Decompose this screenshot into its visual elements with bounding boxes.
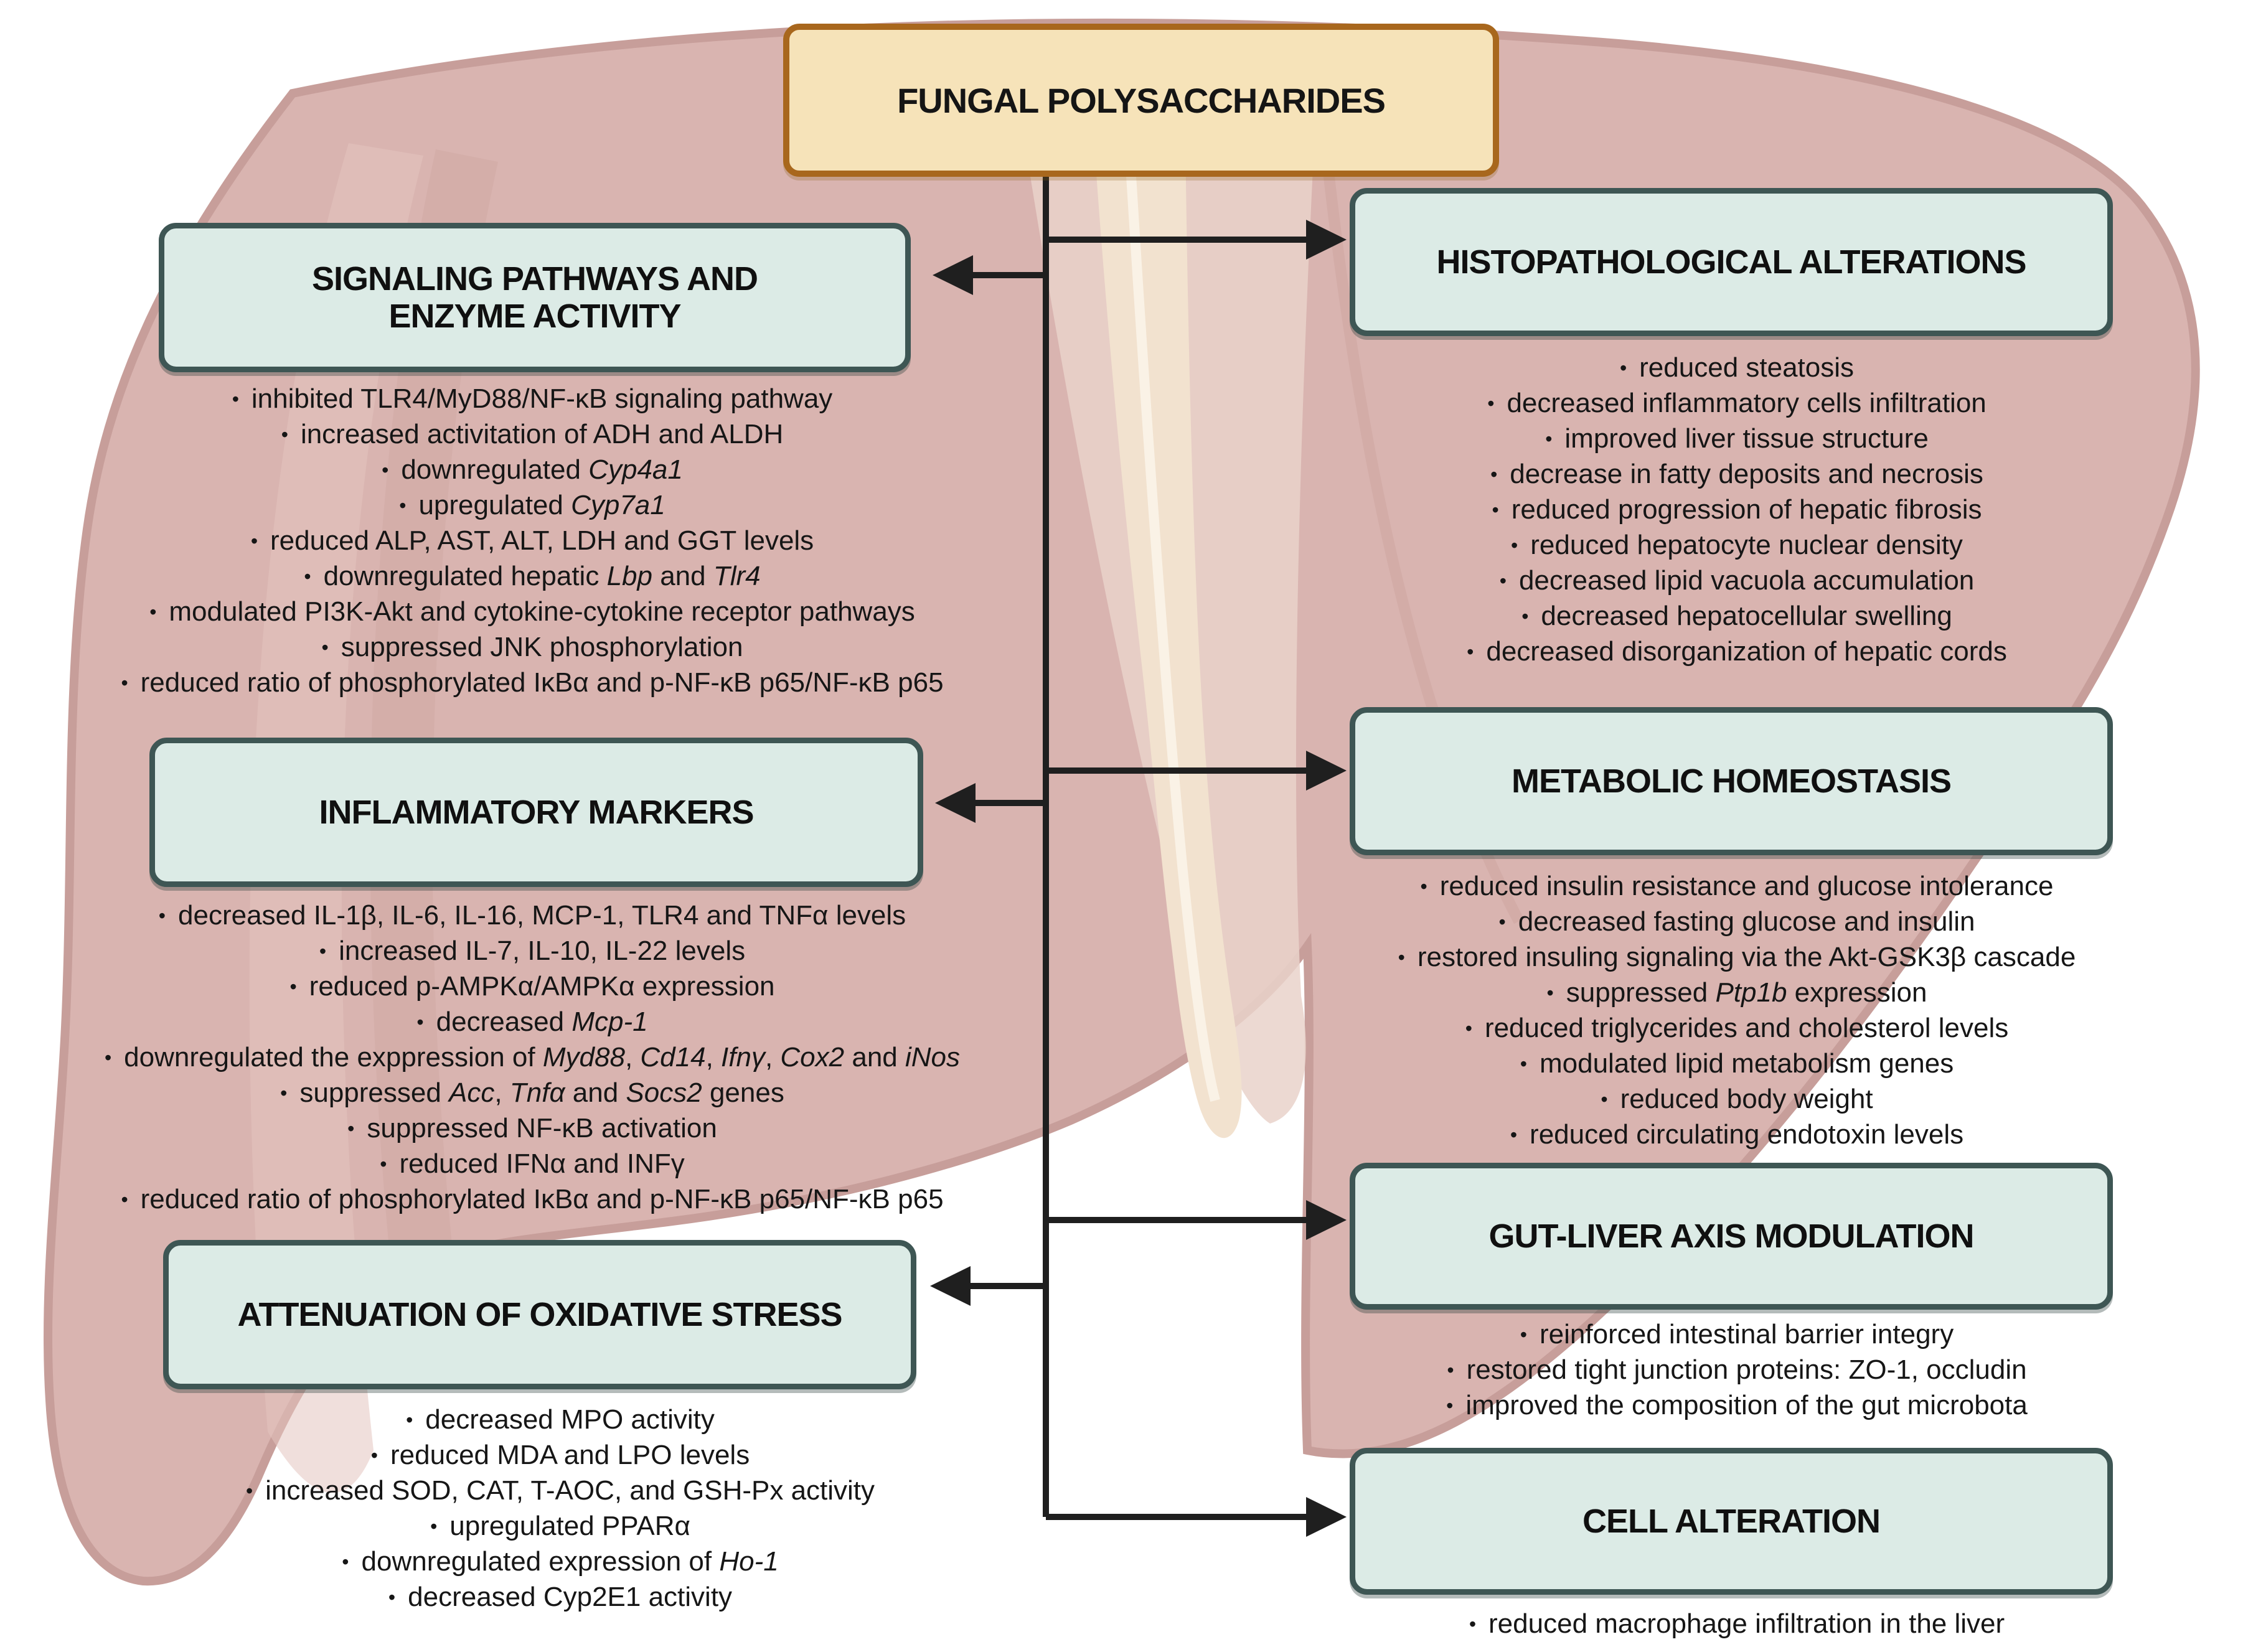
title-box [783, 24, 1499, 177]
bullet-dot-icon: • [1601, 1088, 1608, 1110]
arrowhead-histopathological [1306, 220, 1347, 260]
bullet-dot-icon: • [416, 1011, 424, 1033]
section-box-inflammatory [149, 738, 923, 887]
bullet-item: • suppressed Ptp1b expression [1546, 977, 1927, 1008]
bullet-item: • upregulated Cyp7a1 [399, 489, 665, 520]
bullet-list-gutliver [1301, 1316, 2173, 1423]
bullet-item: • downregulated expression of Ho-1 [342, 1546, 779, 1577]
bullet-dot-icon: • [245, 1480, 253, 1502]
bullet-item: • decreased hepatocellular swelling [1521, 600, 1952, 631]
bullet-list-signaling [25, 381, 1040, 700]
bullet-dot-icon: • [1511, 534, 1518, 556]
section-heading: INFLAMMATORY MARKERS [319, 793, 754, 831]
section-heading: ATTENUATION OF OXIDATIVE STRESS [237, 1295, 842, 1333]
arrowhead-inflammatory [935, 783, 976, 823]
bullet-item: • restored insuling signaling via the Akt-GSK3β cascade [1398, 941, 2076, 972]
bullet-list-cell [1301, 1606, 2173, 1641]
bullet-item: • improved liver tissue structure [1545, 423, 1929, 454]
bullet-item: • downregulated Cyp4a1 [382, 454, 683, 485]
arrowhead-cell [1306, 1497, 1347, 1537]
section-box-histopathological [1350, 188, 2113, 336]
bullet-dot-icon: • [1469, 1613, 1477, 1635]
bullet-dot-icon: • [1446, 1394, 1454, 1417]
bullet-dot-icon: • [1510, 1124, 1518, 1146]
bullet-item: • decreased MPO activity [406, 1404, 715, 1435]
bullet-item: • modulated PI3K-Akt and cytokine-cytokine receptor pathways [149, 596, 915, 627]
bullet-item: • modulated lipid metabolism genes [1520, 1048, 1954, 1079]
arrowhead-metabolic [1306, 751, 1347, 791]
bullet-dot-icon: • [406, 1409, 413, 1431]
section-heading: METABOLIC HOMEOSTASIS [1512, 762, 1951, 800]
bullet-dot-icon: • [304, 565, 311, 588]
bullet-item: • decreased Mcp-1 [416, 1006, 648, 1037]
section-heading: GUT-LIVER AXIS MODULATION [1488, 1217, 1974, 1255]
bullet-item: • decreased IL-1β, IL-6, IL-16, MCP-1, TLR4 and TNFα levels [158, 899, 906, 931]
bullet-item: • reinforced intestinal barrier integry [1520, 1318, 1954, 1349]
bullet-list-inflammatory [19, 898, 1046, 1217]
bullet-dot-icon: • [370, 1444, 378, 1467]
bullet-dot-icon: • [281, 423, 288, 446]
bullet-item: • upregulated PPARα [430, 1510, 690, 1541]
bullet-dot-icon: • [1499, 570, 1507, 592]
bullet-item: • reduced MDA and LPO levels [370, 1439, 750, 1470]
bullet-dot-icon: • [1498, 911, 1506, 933]
bullet-dot-icon: • [104, 1046, 112, 1069]
bullet-item: • reduced body weight [1601, 1083, 1873, 1114]
section-box-oxidative [163, 1240, 916, 1389]
bullet-dot-icon: • [1521, 605, 1529, 627]
bullet-dot-icon: • [380, 1153, 387, 1175]
bullet-item: • increased IL-7, IL-10, IL-22 levels [319, 935, 746, 966]
bullet-item: • increased activitation of ADH and ALDH [281, 418, 784, 449]
section-heading: HISTOPATHOLOGICAL ALTERATIONS [1436, 243, 2026, 281]
bullet-dot-icon: • [1546, 982, 1554, 1004]
bullet-dot-icon: • [321, 636, 329, 659]
bullet-item: • suppressed JNK phosphorylation [321, 631, 743, 662]
bullet-item: • decreased Cyp2E1 activity [388, 1581, 733, 1612]
bullet-item: • reduced steatosis [1619, 352, 1855, 383]
bullet-dot-icon: • [121, 672, 128, 694]
bullet-dot-icon: • [1487, 392, 1495, 415]
bullet-item: • suppressed NF-κB activation [347, 1112, 717, 1143]
bullet-dot-icon: • [121, 1188, 128, 1211]
section-box-gutliver [1350, 1163, 2113, 1310]
bullet-item: • decreased fasting glucose and insulin [1498, 906, 1975, 937]
bullet-item: • reduced ratio of phosphorylated IκBα and p-NF-κB p65/NF-κB p65 [121, 1183, 944, 1214]
bullet-dot-icon: • [289, 975, 297, 998]
bullet-item: • reduced progression of hepatic fibrosis [1492, 494, 1982, 525]
bullet-item: • reduced insulin resistance and glucose intolerance [1420, 870, 2054, 901]
bullet-dot-icon: • [149, 601, 157, 623]
bullet-dot-icon: • [1520, 1053, 1527, 1075]
bullet-list-metabolic [1301, 868, 2173, 1152]
bullet-item: • increased SOD, CAT, T-AOC, and GSH-Px activity [245, 1475, 875, 1506]
bullet-dot-icon: • [1398, 946, 1405, 969]
bullet-dot-icon: • [342, 1551, 349, 1573]
bullet-item: • reduced triglycerides and cholesterol levels [1465, 1012, 2009, 1043]
bullet-dot-icon: • [319, 940, 327, 962]
bullet-item: • restored tight junction proteins: ZO-1, occludin [1447, 1354, 2027, 1385]
bullet-dot-icon: • [1447, 1359, 1454, 1381]
bullet-item: • decreased disorganization of hepatic cords [1467, 636, 2007, 667]
bullet-dot-icon: • [1492, 499, 1499, 521]
bullet-item: • improved the composition of the gut microbota [1446, 1389, 2028, 1420]
bullet-dot-icon: • [1420, 875, 1427, 898]
section-heading: CELL ALTERATION [1582, 1502, 1880, 1540]
arrowhead-signaling [933, 255, 973, 295]
bullet-dot-icon: • [1545, 428, 1553, 450]
bullet-dot-icon: • [280, 1082, 288, 1104]
bullet-item: • decreased lipid vacuola accumulation [1499, 565, 1975, 596]
bullet-item: • reduced ratio of phosphorylated IκBα and p-NF-κB p65/NF-κB p65 [121, 667, 944, 698]
bullet-dot-icon: • [1467, 641, 1474, 663]
section-box-cell [1350, 1448, 2113, 1595]
bullet-item: • reduced circulating endotoxin levels [1510, 1119, 1964, 1150]
section-heading: SIGNALING PATHWAYS AND ENZYME ACTIVITY [311, 260, 758, 335]
bullet-dot-icon: • [347, 1117, 355, 1140]
bullet-list-oxidative [56, 1402, 1065, 1615]
bullet-item: • inhibited TLR4/MyD88/NF-κB signaling pathway [232, 383, 833, 414]
arrowhead-gutliver [1306, 1200, 1347, 1240]
bullet-dot-icon: • [158, 904, 166, 927]
section-box-signaling [159, 223, 911, 372]
bullet-item: • suppressed Acc, Tnfα and Socs2 genes [280, 1077, 784, 1108]
bullet-item: • reduced ALP, AST, ALT, LDH and GGT levels [250, 525, 814, 556]
bullet-item: • downregulated the exppression of Myd88, Cd14, Ifnγ, Cox2 and iNos [104, 1041, 961, 1072]
bullet-item: • downregulated hepatic Lbp and Tlr4 [304, 560, 761, 591]
bullet-dot-icon: • [399, 494, 407, 517]
arrowhead-oxidative [930, 1266, 971, 1306]
bullet-item: • reduced IFNα and INFγ [380, 1148, 685, 1179]
bullet-dot-icon: • [430, 1515, 438, 1537]
bullet-dot-icon: • [232, 388, 239, 410]
bullet-list-histopathological [1301, 350, 2173, 669]
bullet-dot-icon: • [388, 1586, 396, 1608]
bullet-dot-icon: • [382, 459, 389, 481]
bullet-item: • reduced macrophage infiltration in the liver [1469, 1608, 2005, 1639]
bullet-dot-icon: • [1465, 1017, 1472, 1040]
section-box-metabolic [1350, 707, 2113, 855]
bullet-item: • reduced p-AMPKα/AMPKα expression [289, 970, 775, 1002]
bullet-item: • decrease in fatty deposits and necrosis [1490, 458, 1983, 489]
bullet-dot-icon: • [1619, 357, 1627, 379]
diagram-title: FUNGAL POLYSACCHARIDES [897, 80, 1385, 120]
bullet-dot-icon: • [250, 530, 258, 552]
bullet-dot-icon: • [1490, 463, 1498, 486]
bullet-item: • reduced hepatocyte nuclear density [1511, 529, 1963, 560]
bullet-dot-icon: • [1520, 1323, 1527, 1346]
bullet-item: • decreased inflammatory cells infiltration [1487, 387, 1987, 418]
